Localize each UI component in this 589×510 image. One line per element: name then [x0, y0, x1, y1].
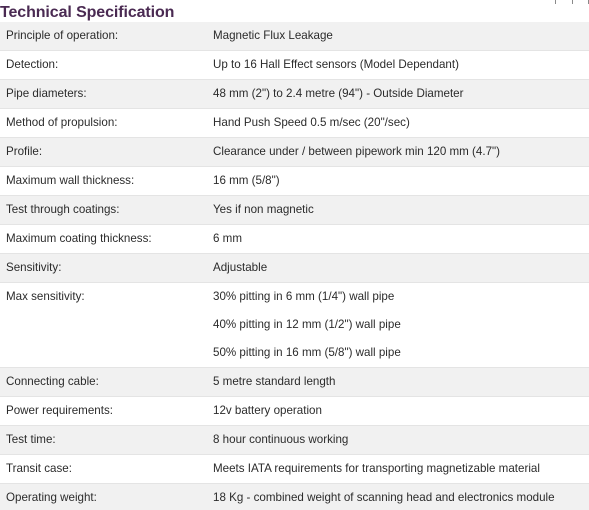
- spec-value: 5 metre standard length: [213, 375, 336, 388]
- spec-value-cell: [200, 368, 589, 397]
- tick-mark: [572, 0, 573, 4]
- spec-label: Max sensitivity:: [0, 283, 200, 368]
- spec-value: Yes if non magnetic: [213, 203, 314, 216]
- spec-value: Magnetic Flux Leakage: [213, 29, 333, 42]
- spec-row: [0, 138, 589, 167]
- spec-label: Profile:: [0, 138, 200, 167]
- page-title: Technical Specification: [0, 4, 175, 21]
- spec-row: [0, 426, 589, 455]
- spec-value: Clearance under / between pipework min 120 mm (4.7"): [213, 145, 501, 158]
- spec-row: [0, 80, 589, 109]
- spec-table-body: [0, 22, 589, 510]
- spec-label: Pipe diameters:: [0, 80, 200, 109]
- spec-value: 6 mm: [213, 232, 242, 245]
- spec-label: Operating weight:: [0, 484, 200, 510]
- spec-value: 16 mm (5/8"): [213, 174, 280, 187]
- spec-value-cell: [200, 109, 589, 138]
- spec-row: [0, 167, 589, 196]
- spec-value: 48 mm (2") to 2.4 metre (94") - Outside Diameter: [213, 87, 464, 100]
- spec-value-cell: [200, 167, 589, 196]
- spec-row: [0, 196, 589, 225]
- spec-label: Test time:: [0, 426, 200, 455]
- spec-row: [0, 254, 589, 283]
- spec-label: Transit case:: [0, 455, 200, 484]
- spec-value: Meets IATA requirements for transporting magnetizable material: [213, 462, 540, 475]
- spec-row: [0, 368, 589, 397]
- spec-value-cell: [200, 254, 589, 283]
- spec-label: Maximum wall thickness:: [0, 167, 200, 196]
- spec-table: [0, 22, 589, 510]
- spec-value-cell: [200, 484, 589, 510]
- spec-label: Maximum coating thickness:: [0, 225, 200, 254]
- spec-value-cell: [200, 225, 589, 254]
- spec-label: Power requirements:: [0, 397, 200, 426]
- spec-value-cell: [200, 138, 589, 167]
- spec-value-cell: [200, 397, 589, 426]
- spec-value: 8 hour continuous working: [213, 433, 349, 446]
- spec-value: Adjustable: [213, 261, 268, 274]
- spec-value: 30% pitting in 6 mm (1/4") wall pipe: [213, 290, 395, 303]
- spec-label: Detection:: [0, 51, 200, 80]
- spec-value: 18 Kg - combined weight of scanning head and electronics module: [213, 491, 555, 504]
- spec-label: Test through coatings:: [0, 196, 200, 225]
- spec-value: 12v battery operation: [213, 404, 322, 417]
- spec-row: [0, 484, 589, 510]
- tick-mark: [555, 0, 556, 4]
- spec-value-cell: [200, 80, 589, 109]
- spec-value-cell: [200, 196, 589, 225]
- spec-label: Method of propulsion:: [0, 109, 200, 138]
- spec-value: 50% pitting in 16 mm (5/8") wall pipe: [213, 346, 401, 359]
- spec-label: Connecting cable:: [0, 368, 200, 397]
- spec-value-cell: [200, 22, 589, 51]
- spec-value-cell: [200, 283, 589, 368]
- spec-row: [0, 51, 589, 80]
- spec-value: Up to 16 Hall Effect sensors (Model Dependant): [213, 58, 459, 71]
- spec-value: Hand Push Speed 0.5 m/sec (20"/sec): [213, 116, 410, 129]
- spec-row: [0, 455, 589, 484]
- spec-value-cell: [200, 426, 589, 455]
- spec-label: Sensitivity:: [0, 254, 200, 283]
- spec-value-cell: [200, 51, 589, 80]
- spec-row: [0, 397, 589, 426]
- spec-row: [0, 283, 589, 368]
- spec-row: [0, 22, 589, 51]
- spec-value: 40% pitting in 12 mm (1/2") wall pipe: [213, 318, 401, 331]
- spec-value-cell: [200, 455, 589, 484]
- spec-label: Principle of operation:: [0, 22, 200, 51]
- spec-row: [0, 225, 589, 254]
- corner-tick-marks: [555, 0, 589, 5]
- spec-row: [0, 109, 589, 138]
